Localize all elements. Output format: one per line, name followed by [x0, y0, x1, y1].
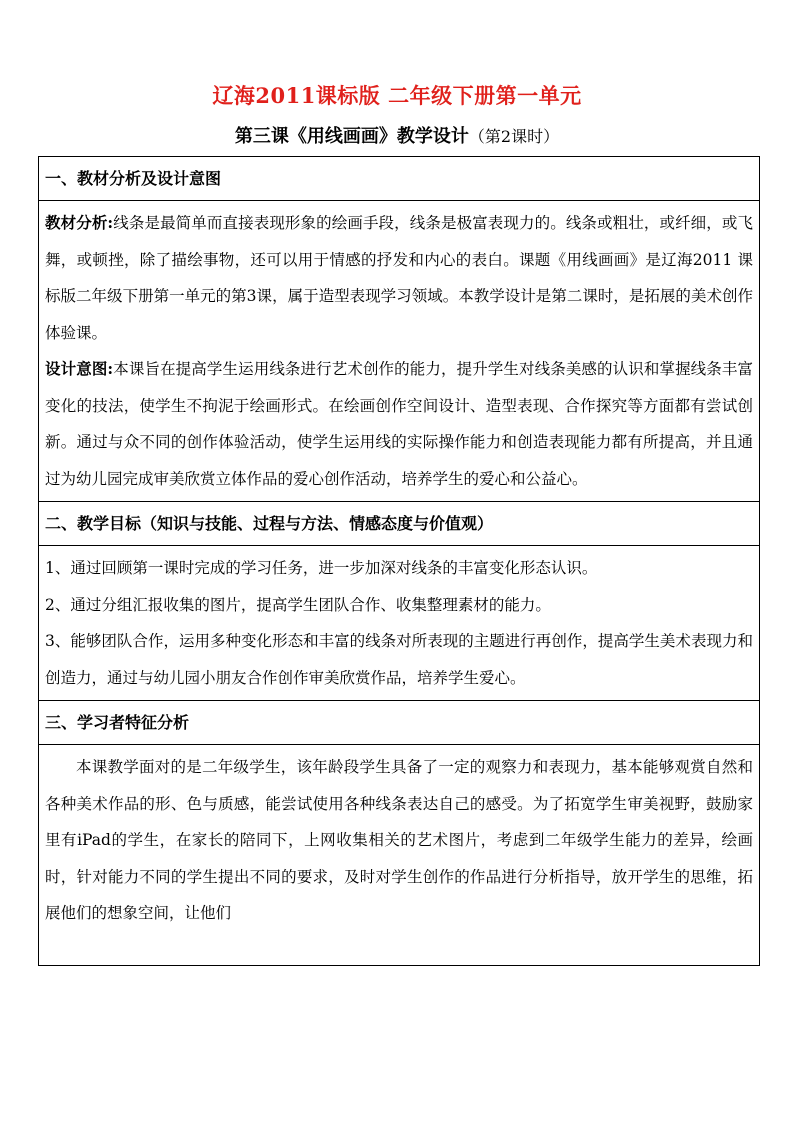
design-intent-paragraph	[45, 351, 753, 497]
document-title: 辽海2011课标版 二年级下册第一单元	[212, 83, 582, 108]
section-heading-objectives: 二、教学目标（知识与技能、过程与方法、情感态度与价值观）	[39, 502, 760, 546]
objective-item: 1、通过回顾第一课时完成的学习任务，进一步加深对线条的丰富变化形态认识。	[45, 559, 598, 577]
objective-item: 2、通过分组汇报收集的图片，提高学生团队合作、收集整理素材的能力。	[45, 595, 551, 614]
material-analysis-paragraph	[45, 205, 753, 351]
lesson-title: 第三课《用线画画》教学设计	[234, 126, 469, 147]
design-intent-text: 本课旨在提高学生运用线条进行艺术创作的能力，提升学生对线条美感的认识和掌握线条丰富变化的技法，使学生不拘泥于绘画形式。在绘画创作空间设计、造型表现、合作探究等方面都有尝试创新。通过与众不同的创作体验活动，使学生运用线的实际操作能力和创造表现能力都有所提高，并且通过为幼儿园完成审美欣赏立体作品的爱心创作活动，培养学生的爱心和公益心。	[45, 360, 753, 488]
design-intent-label: 设计意图:	[45, 359, 114, 378]
learner-analysis-text: 本课教学面对的是二年级学生，该年龄段学生具备了一定的观察力和表现力，基本能够观赏自然和各种美术作品的形、色与质感，能尝试使用各种线条表达自己的感受。为了拓宽学生审美视野，鼓励家里有iPad的学生，在家长的陪同下，上网收集相关的艺术图片，考虑到二年级学生能力的差异，绘画时，针对能力不同的学生提出不同的要求，及时对学生创作的作品进行分析指导，放开学生的思维，拓展他们的想象空间，让他们	[45, 758, 753, 922]
section-body-learners	[39, 745, 760, 966]
lesson-period: （第2课时）	[468, 127, 560, 146]
lesson-plan-table	[38, 156, 760, 966]
material-analysis-label: 教材分析:	[45, 213, 114, 232]
section-body-objectives	[39, 546, 760, 701]
document-subtitle	[0, 122, 794, 148]
section-heading-learners: 三、学习者特征分析	[39, 701, 760, 745]
section-heading-analysis: 一、教材分析及设计意图	[39, 157, 760, 201]
section-body-analysis	[39, 201, 760, 502]
material-analysis-text: 线条是最简单而直接表现形象的绘画手段，线条是极富表现力的。线条或粗壮，或纤细，或飞舞，或顿挫，除了描绘事物，还可以用于情感的抒发和内心的表白。课题《用线画画》是辽海2011 课标版二年级下册第一单元的第3课，属于造型表现学习领域。本教学设计是第二课时，是拓展的美术创作体验课。	[45, 214, 753, 342]
objective-item: 3、能够团队合作，运用多种变化形态和丰富的线条对所表现的主题进行再创作，提高学生美术表现力和创造力，通过与幼儿园小朋友合作创作审美欣赏作品，培养学生爱心。	[45, 632, 753, 687]
